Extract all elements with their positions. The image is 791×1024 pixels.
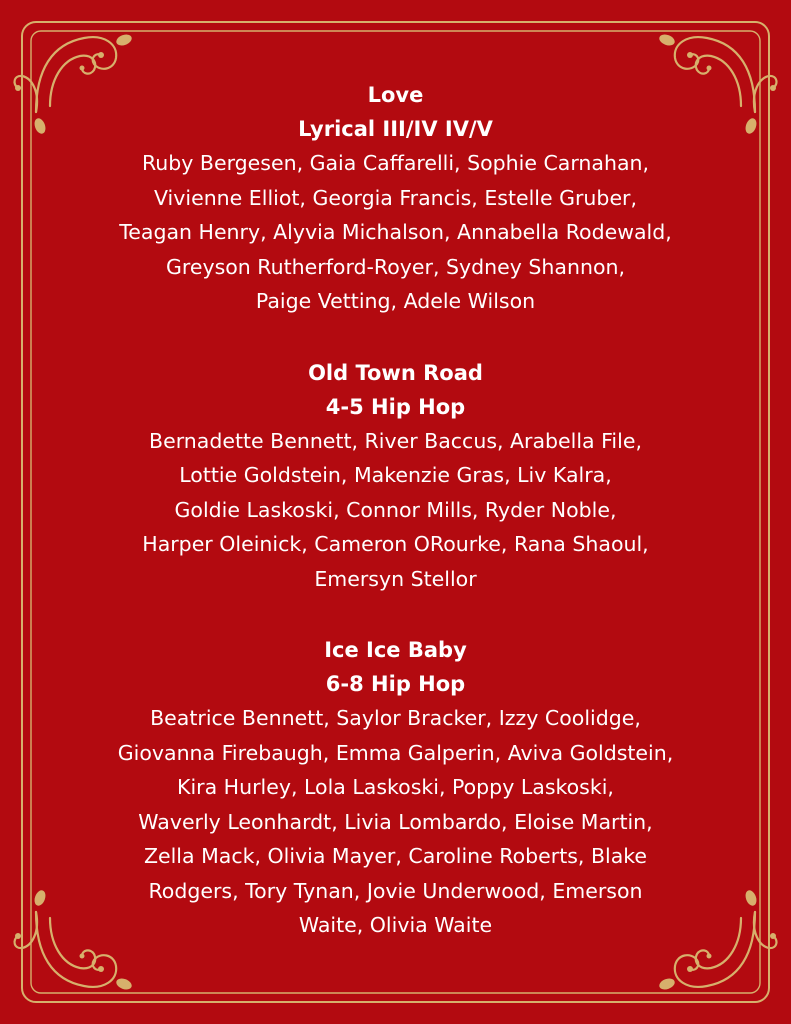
- dancer-list: [40, 701, 751, 943]
- roster-content: [40, 78, 751, 980]
- dancer-names-line: Waverly Leonhardt, Livia Lombardo, Eloise Martin,: [138, 809, 653, 834]
- dancer-list: [40, 424, 751, 597]
- dancer-names-line: Vivienne Elliot, Georgia Francis, Estelle Gruber,: [153, 185, 637, 210]
- dancer-names-line: Waite, Olivia Waite: [298, 913, 493, 937]
- dancer-names-line: Harper Oleinick, Cameron ORourke, Rana Shaoul,: [142, 532, 649, 556]
- dancer-names-line: Teagan Henry, Alyvia Michalson, Annabella Rodewald,: [119, 220, 672, 244]
- section-subtitle: 4-5 Hip Hop: [325, 394, 466, 419]
- dancer-names-line: Lottie Goldstein, Makenzie Gras, Liv Kalra,: [179, 463, 612, 487]
- dancer-names-line: Bernadette Bennett, River Baccus, Arabella File,: [149, 428, 642, 453]
- section-subtitle: Lyrical III/IV IV/V: [298, 117, 493, 141]
- dancer-names-line: Giovanna Firebaugh, Emma Galperin, Aviva Goldstein,: [117, 740, 674, 765]
- dancer-names-line: Kira Hurley, Lola Laskoski, Poppy Laskoski,: [177, 775, 614, 799]
- dancer-names-line: Rodgers, Tory Tynan, Jovie Underwood, Emerson: [148, 878, 643, 903]
- section-ice-ice-baby: [40, 633, 751, 943]
- dancer-names-line: Emersyn Stellor: [314, 566, 477, 591]
- section-title: Old Town Road: [308, 360, 483, 385]
- section-love: [40, 78, 751, 319]
- dancer-names-line: Paige Vetting, Adele Wilson: [255, 289, 536, 313]
- dancer-names-line: Zella Mack, Olivia Mayer, Caroline Roberts, Blake: [143, 844, 648, 868]
- section-subtitle: 6-8 Hip Hop: [325, 672, 466, 696]
- section-old-town-road: [40, 356, 751, 597]
- section-title: Ice Ice Baby: [324, 638, 467, 662]
- dancer-names-line: Beatrice Bennett, Saylor Bracker, Izzy Coolidge,: [150, 706, 641, 730]
- dancer-names-line: Goldie Laskoski, Connor Mills, Ryder Noble,: [174, 497, 617, 522]
- dancer-list: [40, 146, 751, 319]
- dancer-names-line: Ruby Bergesen, Gaia Caffarelli, Sophie Carnahan,: [141, 151, 650, 175]
- dancer-names-line: Greyson Rutherford-Royer, Sydney Shannon,: [165, 254, 626, 279]
- section-title: Love: [367, 83, 424, 107]
